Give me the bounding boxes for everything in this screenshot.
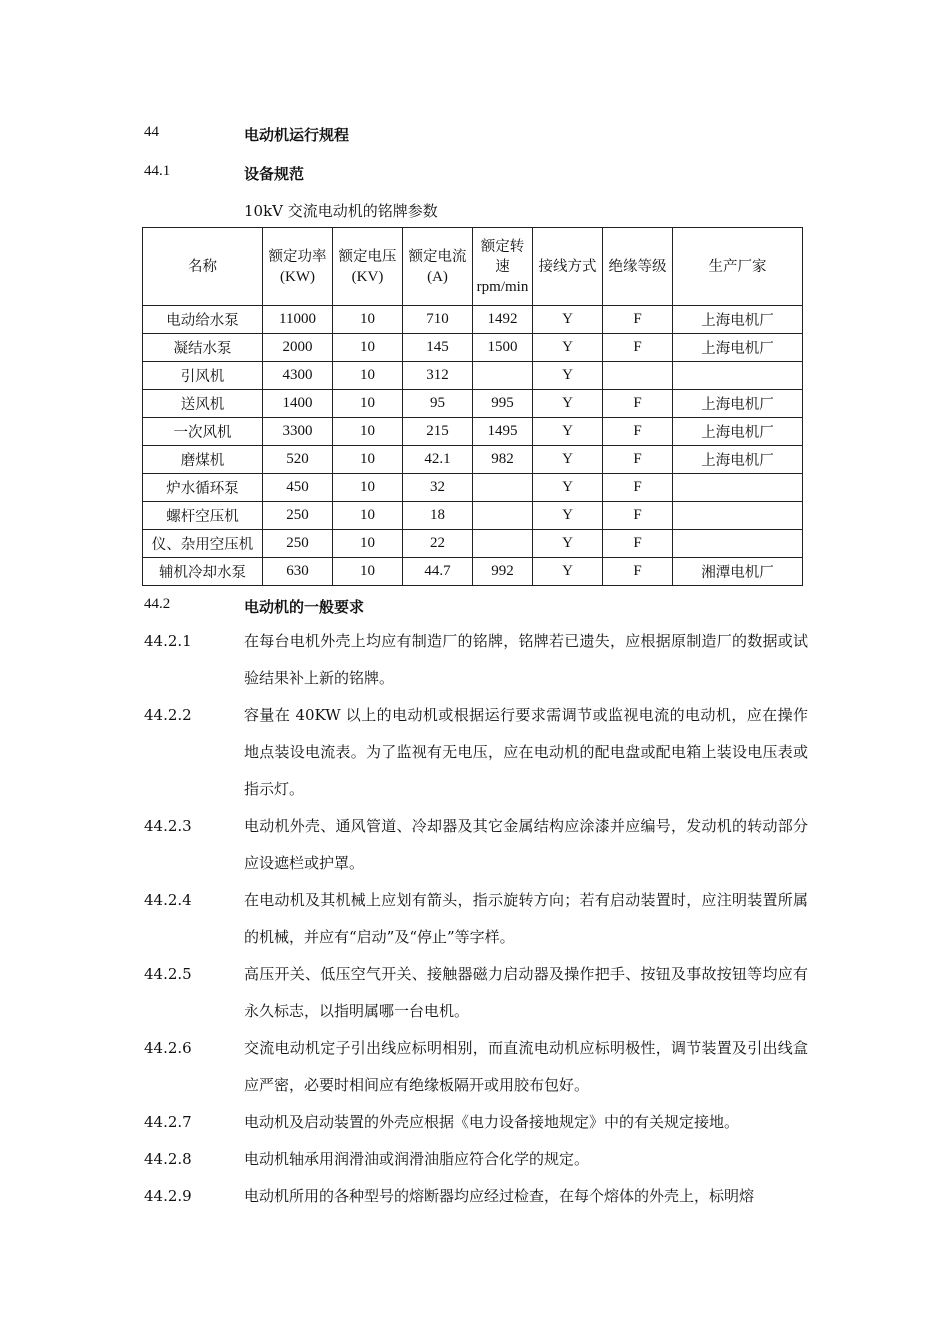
cell-power: 630 [263,558,333,586]
table-row [143,446,803,474]
cell-insulation: F [603,306,673,334]
cell-insulation: F [603,502,673,530]
cell-speed: 992 [473,558,533,586]
cell-maker: 上海电机厂 [673,306,803,334]
cell-maker [673,502,803,530]
cell-name: 凝结水泵 [143,334,263,362]
cell-insulation: F [603,558,673,586]
cell-current: 42.1 [403,446,473,474]
paragraph-text: 电动机及启动装置的外壳应根据《电力设备接地规定》中的有关规定接地。 [244,1113,740,1131]
cell-power: 11000 [263,306,333,334]
cell-power: 1400 [263,390,333,418]
cell-insulation: F [603,446,673,474]
table-row [143,362,803,390]
paragraph-text: 在电动机及其机械上应划有箭头，指示旋转方向；若有启动装置时，应注明装置所属的机械，并应有“启动”及“停止”等字样。 [244,891,808,946]
table-row [143,390,803,418]
cell-name: 仪、杂用空压机 [143,530,263,558]
cell-current: 44.7 [403,558,473,586]
cell-current: 95 [403,390,473,418]
paragraph-44-2-9 [144,1178,808,1215]
paragraph-44-2-1 [144,623,808,697]
cell-maker: 上海电机厂 [673,334,803,362]
cell-speed: 1495 [473,418,533,446]
cell-name: 引风机 [143,362,263,390]
cell-power: 250 [263,530,333,558]
header-speed: 额定转 速 rpm/min [473,228,533,306]
subsection-number: 44.1 [144,163,171,179]
table-row [143,418,803,446]
cell-speed [473,530,533,558]
paragraph-text: 交流电动机定子引出线应标明相别，而直流电动机应标明极性，调节装置及引出线盒应严密，必要时相间应有绝缘板隔开或用胶布包好。 [244,1039,808,1094]
table-row [143,306,803,334]
cell-voltage: 10 [333,418,403,446]
cell-insulation: F [603,474,673,502]
subsection-number: 44.2 [144,596,171,612]
paragraph-number: 44.2.4 [144,891,192,909]
cell-current: 215 [403,418,473,446]
paragraph-number: 44.2.2 [144,706,192,724]
header-voltage: 额定电压 (KV) [333,228,403,306]
cell-wiring: Y [533,446,603,474]
paragraph-number: 44.2.7 [144,1113,192,1131]
cell-current: 22 [403,530,473,558]
paragraph-44-2-3 [144,808,808,882]
motor-spec-table [142,227,803,586]
paragraph-text: 高压开关、低压空气开关、接触器磁力启动器及操作把手、按钮及事故按钮等均应有永久标志，以指明属哪一台电机。 [244,965,808,1020]
cell-power: 3300 [263,418,333,446]
cell-wiring: Y [533,362,603,390]
cell-insulation: F [603,390,673,418]
cell-wiring: Y [533,390,603,418]
cell-current: 710 [403,306,473,334]
table-header-row [143,228,803,306]
subsection-title: 设备规范 [244,165,305,183]
cell-voltage: 10 [333,474,403,502]
header-power: 额定功率 (KW) [263,228,333,306]
cell-insulation: F [603,334,673,362]
paragraph-44-2-8 [144,1141,808,1178]
cell-wiring: Y [533,530,603,558]
cell-wiring: Y [533,306,603,334]
cell-voltage: 10 [333,558,403,586]
table-row [143,502,803,530]
paragraph-text: 在每台电机外壳上均应有制造厂的铭牌，铭牌若已遗失，应根据原制造厂的数据或试验结果补上新的铭牌。 [244,632,808,687]
header-wiring: 接线方式 [533,228,603,306]
cell-maker: 湘潭电机厂 [673,558,803,586]
paragraph-number: 44.2.3 [144,817,192,835]
cell-power: 4300 [263,362,333,390]
cell-current: 32 [403,474,473,502]
paragraph-number: 44.2.6 [144,1039,192,1057]
cell-maker: 上海电机厂 [673,390,803,418]
paragraph-number: 44.2.8 [144,1150,192,1168]
cell-power: 450 [263,474,333,502]
paragraph-text: 容量在 40KW 以上的电动机或根据运行要求需调节或监视电流的电动机，应在操作地点装设电流表。为了监视有无电压，应在电动机的配电盘或配电箱上装设电压表或指示灯。 [244,706,808,798]
cell-current: 145 [403,334,473,362]
cell-speed [473,362,533,390]
paragraph-text: 电动机轴承用润滑油或润滑油脂应符合化学的规定。 [244,1150,590,1168]
table-caption: 10kV 交流电动机的铭牌参数 [244,202,438,220]
header-insulation: 绝缘等级 [603,228,673,306]
cell-voltage: 10 [333,446,403,474]
cell-maker [673,474,803,502]
paragraph-number: 44.2.9 [144,1187,192,1205]
table-row [143,558,803,586]
cell-maker: 上海电机厂 [673,446,803,474]
header-maker: 生产厂家 [673,228,803,306]
cell-name: 螺杆空压机 [143,502,263,530]
header-name: 名称 [143,228,263,306]
cell-name: 磨煤机 [143,446,263,474]
cell-power: 2000 [263,334,333,362]
cell-maker [673,362,803,390]
cell-speed [473,474,533,502]
cell-power: 250 [263,502,333,530]
cell-voltage: 10 [333,306,403,334]
cell-power: 520 [263,446,333,474]
paragraph-44-2-7 [144,1104,808,1141]
cell-speed: 995 [473,390,533,418]
paragraph-text: 电动机所用的各种型号的熔断器均应经过检查，在每个熔体的外壳上，标明熔 [244,1187,755,1205]
cell-wiring: Y [533,418,603,446]
cell-wiring: Y [533,334,603,362]
cell-maker: 上海电机厂 [673,418,803,446]
section-title: 电动机运行规程 [244,126,350,144]
paragraph-44-2-5 [144,956,808,1030]
cell-name: 一次风机 [143,418,263,446]
table-row [143,334,803,362]
section-number: 44 [144,124,159,140]
cell-voltage: 10 [333,530,403,558]
cell-speed: 982 [473,446,533,474]
cell-voltage: 10 [333,362,403,390]
table-row [143,530,803,558]
paragraph-44-2-2 [144,697,808,808]
cell-name: 炉水循环泵 [143,474,263,502]
table-row [143,474,803,502]
cell-current: 312 [403,362,473,390]
cell-maker [673,530,803,558]
cell-insulation: F [603,418,673,446]
cell-insulation: F [603,530,673,558]
cell-voltage: 10 [333,390,403,418]
paragraph-number: 44.2.5 [144,965,192,983]
cell-name: 辅机冷却水泵 [143,558,263,586]
paragraph-44-2-6 [144,1030,808,1104]
cell-name: 电动给水泵 [143,306,263,334]
cell-speed: 1492 [473,306,533,334]
cell-wiring: Y [533,474,603,502]
subsection-title: 电动机的一般要求 [244,598,365,616]
cell-wiring: Y [533,558,603,586]
header-current: 额定电流 (A) [403,228,473,306]
paragraph-text: 电动机外壳、通风管道、冷却器及其它金属结构应涂漆并应编号，发动机的转动部分应设遮栏或护罩。 [244,817,808,872]
cell-voltage: 10 [333,502,403,530]
paragraph-44-2-4 [144,882,808,956]
paragraph-number: 44.2.1 [144,632,192,650]
cell-wiring: Y [533,502,603,530]
cell-name: 送风机 [143,390,263,418]
cell-current: 18 [403,502,473,530]
cell-speed [473,502,533,530]
cell-speed: 1500 [473,334,533,362]
cell-insulation [603,362,673,390]
cell-voltage: 10 [333,334,403,362]
